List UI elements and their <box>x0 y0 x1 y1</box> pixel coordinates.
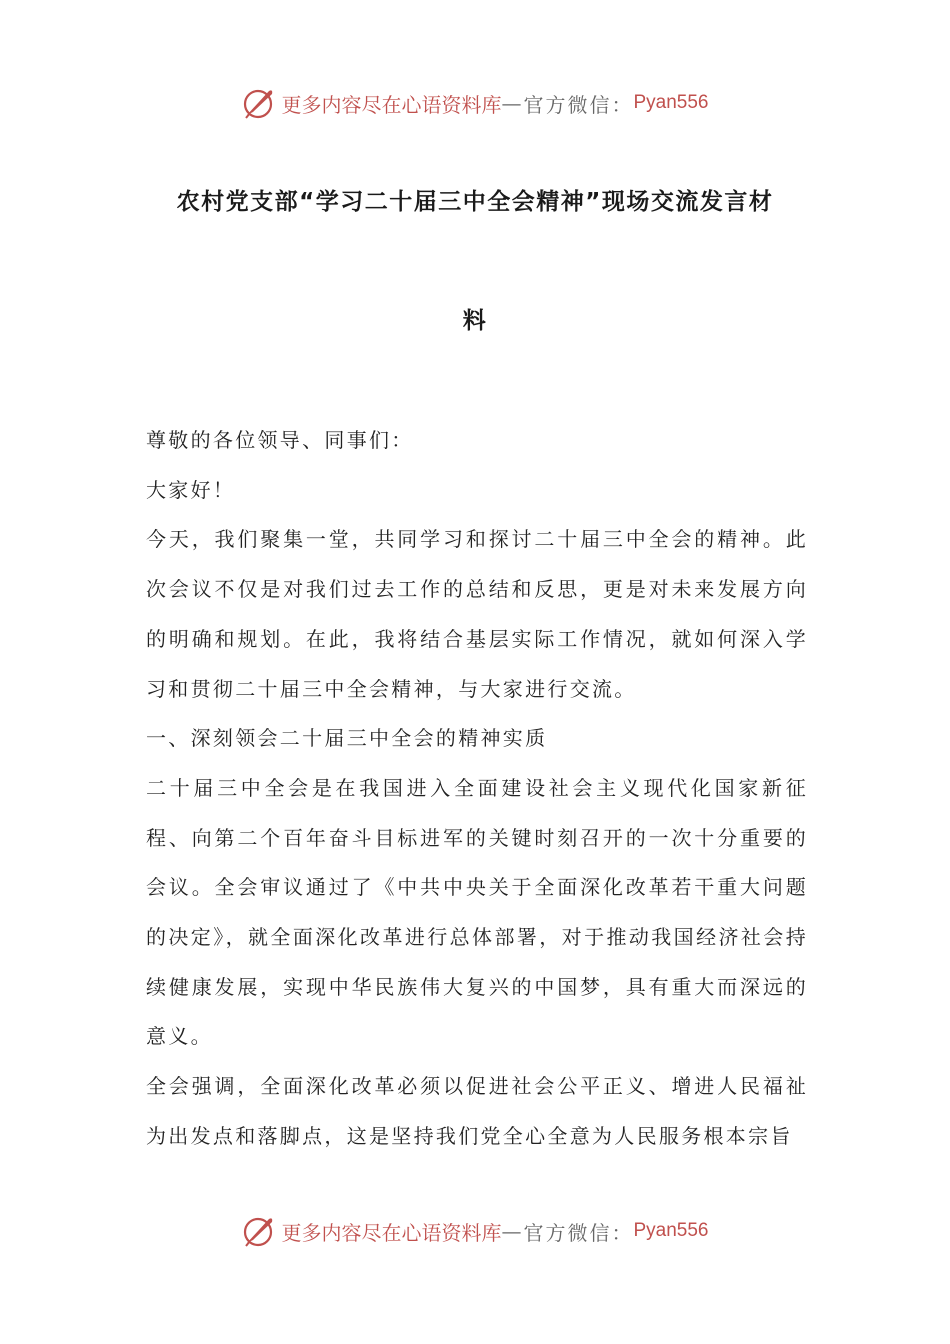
quill-logo-icon <box>241 85 277 121</box>
greeting-paragraph: 大家好！ <box>146 477 236 502</box>
header-watermark-banner <box>0 83 950 123</box>
banner-wechat-id: Pyan556 <box>633 92 709 113</box>
banner-contact-label: 官方微信： <box>523 92 634 117</box>
section-heading-1: 一、深刻领会二十届三中全会的精神实质 <box>146 726 548 751</box>
banner-dash: — <box>501 1219 524 1243</box>
intro-paragraph: 今天，我们聚集一堂，共同学习和探讨二十届三中全会的精神。此次会议不仅是对我们过去工作的总结和反思，更是对未来发展方向的明确和规划。在此，我将结合基层实际工作情况，就如何深入学习和贯彻二十届三中全会精神，与大家进行交流。 <box>146 527 808 701</box>
body-paragraph: 全会强调，全面深化改革必须以促进社会公平正义、增进人民福祉为出发点和落脚点，这是坚持我们党全心全意为人民服务根本宗旨 <box>146 1074 808 1148</box>
banner-slogan: 更多内容尽在心语资料库 <box>281 92 502 117</box>
banner-contact-label: 官方微信： <box>523 1220 634 1245</box>
banner-dash: — <box>501 91 524 115</box>
body-paragraph: 二十届三中全会是在我国进入全面建设社会主义现代化国家新征程、向第二个百年奋斗目标进军的关键时刻召开的一次十分重要的会议。全会审议通过了《中共中央关于全面深化改革若干重大问题的决定》，就全面深化改革进行总体部署，对于推动我国经济社会持续健康发展，实现中华民族伟大复兴的中国梦，具有重大而深远的意义。 <box>146 775 808 1049</box>
document-body <box>146 416 808 1162</box>
banner-wechat-id: Pyan556 <box>633 1220 709 1241</box>
footer-watermark-banner <box>0 1211 950 1251</box>
salutation-paragraph: 尊敬的各位领导、同事们： <box>146 428 414 452</box>
document-title-line1: 农村党支部“学习二十届三中全会精神”现场交流发言材 <box>176 189 774 215</box>
quill-logo-icon <box>241 1213 277 1249</box>
banner-slogan: 更多内容尽在心语资料库 <box>281 1220 502 1245</box>
document-title-line2: 料 <box>462 308 488 334</box>
